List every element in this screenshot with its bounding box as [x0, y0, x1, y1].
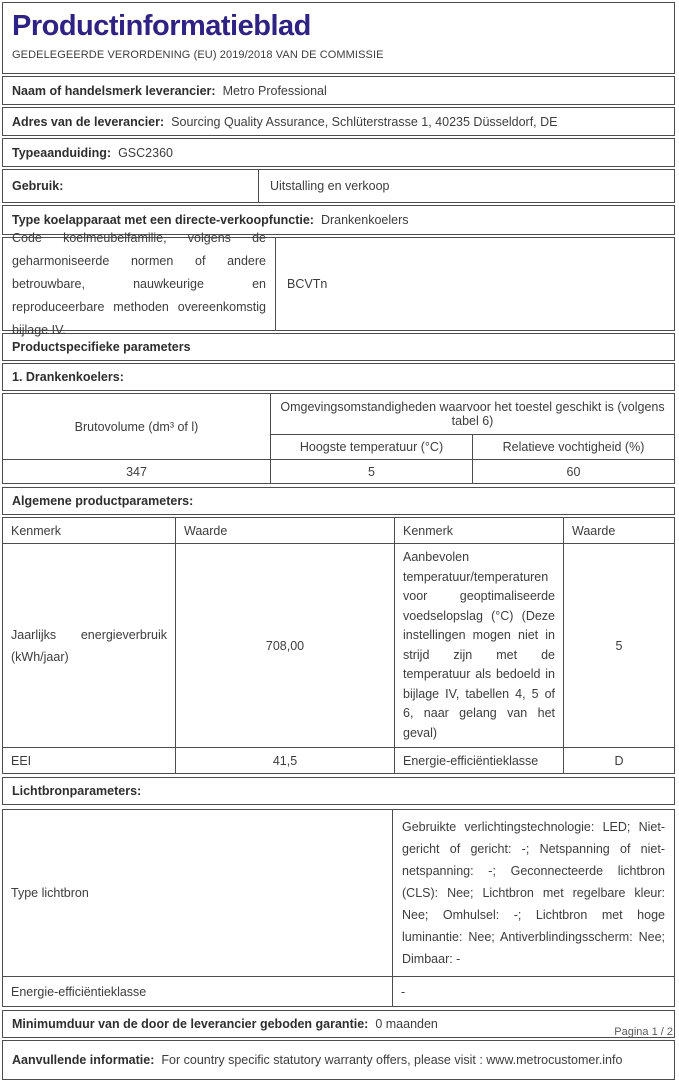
section-algemene-label: Algemene productparameters: [12, 494, 194, 508]
use-value-cell [259, 170, 674, 202]
section-drankenkoelers-label: 1. Drankenkoelers: [12, 370, 124, 384]
table-row [3, 460, 675, 484]
appliance-type-label: Type koelapparaat met een directe-verkoopfunctie: [12, 213, 314, 227]
use-value: Uitstalling en verkoop [270, 179, 390, 193]
section-lichtbron-label: Lichtbronparameters: [12, 784, 142, 798]
light-energy-class-label: Energie-efficiëntieklasse [3, 977, 393, 1007]
brutovolume-value: 347 [3, 460, 271, 484]
max-temperature-header-cell: Hoogste temperatuur (°C) [271, 435, 473, 460]
regulation-subtitle: GEDELEGEERDE VERORDENING (EU) 2019/2018 VAN DE COMMISSIE [12, 49, 384, 61]
warranty-row [2, 1010, 675, 1038]
additional-info-label: Aanvullende informatie: [12, 1053, 155, 1067]
supplier-address-value: Sourcing Quality Assurance, Schlüterstrasse 1, 40235 Düsseldorf, DE [171, 114, 558, 129]
table-row [3, 810, 675, 977]
use-label: Gebruik: [12, 179, 64, 193]
kenmerk-header-2: Kenmerk [395, 518, 564, 544]
waarde-header-1: Waarde [176, 518, 395, 544]
supplier-name-label: Naam of handelsmerk leverancier: [12, 83, 216, 98]
supplier-address-row [2, 107, 675, 136]
section-drankenkoelers [2, 363, 675, 391]
drankenkoelers-table [2, 393, 675, 484]
table-row [3, 748, 675, 774]
energy-class-value: D [564, 748, 675, 774]
cabinet-family-value: BCVTn [287, 277, 328, 291]
additional-info-value: For country specific statutory warranty offers, please visit : www.metrocustomer.info [161, 1053, 623, 1067]
additional-info-row [2, 1040, 675, 1080]
max-temperature-value: 5 [271, 460, 473, 484]
light-source-type-label: Type lichtbron [3, 810, 393, 977]
section-product-specific-label: Productspecifieke parameters [12, 340, 191, 354]
annual-energy-label: Jaarlijks energieverbruik (kWh/jaar) [3, 544, 176, 748]
algemene-parameters-table [2, 517, 675, 774]
energy-class-label: Energie-efficiëntieklasse [395, 748, 564, 774]
cabinet-family-row [2, 230, 675, 337]
supplier-name-row [2, 76, 675, 105]
page-indicator: Pagina 1 / 2 [614, 1026, 673, 1038]
waarde-header-2: Waarde [564, 518, 675, 544]
light-energy-class-value: - [393, 977, 675, 1007]
table-row [3, 544, 675, 748]
warranty-label: Minimumduur van de door de leverancier geboden garantie: [12, 1017, 369, 1031]
table-row [3, 977, 675, 1007]
cabinet-family-label-cell [3, 230, 276, 337]
relative-humidity-header-cell: Relatieve vochtigheid (%) [473, 435, 675, 460]
cabinet-family-value-cell [276, 238, 674, 330]
table-header-row [3, 518, 675, 544]
warranty-value: 0 maanden [375, 1017, 438, 1031]
lichtbron-table [2, 809, 675, 1007]
eei-value: 41,5 [176, 748, 395, 774]
appliance-type-value: Drankenkoelers [320, 213, 409, 227]
supplier-address-label: Adres van de leverancier: [12, 114, 165, 129]
table-row [3, 394, 675, 435]
section-algemene [2, 487, 675, 515]
type-designation-label: Typeaanduiding: [12, 145, 112, 160]
ambient-conditions-header-cell: Omgevingsomstandigheden waarvoor het toestel geschikt is (volgens tabel 6) [271, 394, 675, 435]
recommended-temperature-label: Aanbevolen temperatuur/temperaturen voor geoptimaliseerde voedselopslag (°C) (Deze instellingen mogen niet in strijd zijn met de temperatuur als bedoeld in bijlage IV, tabellen 4, 5 of 6, naar gelang van het geval) [395, 544, 564, 748]
use-row [2, 169, 675, 203]
recommended-temperature-value: 5 [564, 544, 675, 748]
supplier-name-value: Metro Professional [222, 83, 327, 98]
relative-humidity-value: 60 [473, 460, 675, 484]
kenmerk-header-1: Kenmerk [3, 518, 176, 544]
light-source-type-value: Gebruikte verlichtingstechnologie: LED; Niet-gericht of gericht: -; Netspanning of niet-netspanning: -; Geconnecteerde lichtbron (CLS): Nee; Lichtbron met regelbare kleur: Nee; Omhulsel: -; Lichtbron met hoge luminantie: Nee; Antiverblindingsscherm: Nee; Dimbaar: - [393, 810, 675, 977]
eei-label: EEI [3, 748, 176, 774]
page-title: Productinformatieblad [12, 10, 311, 42]
use-label-cell [3, 170, 259, 202]
type-designation-value: GSC2360 [118, 145, 173, 160]
document-header [2, 2, 675, 74]
product-information-sheet [2, 2, 675, 1080]
type-designation-row [2, 138, 675, 167]
cabinet-family-label: Code koelmeubelfamilie, volgens de geharmoniseerde normen of andere betrouwbare, nauwkeurige en reproduceerbare methoden overeenkomstig bijlage IV. [12, 230, 266, 337]
section-lichtbron [2, 777, 675, 805]
brutovolume-header-cell: Brutovolume (dm³ of l) [3, 394, 271, 460]
annual-energy-value: 708,00 [176, 544, 395, 748]
